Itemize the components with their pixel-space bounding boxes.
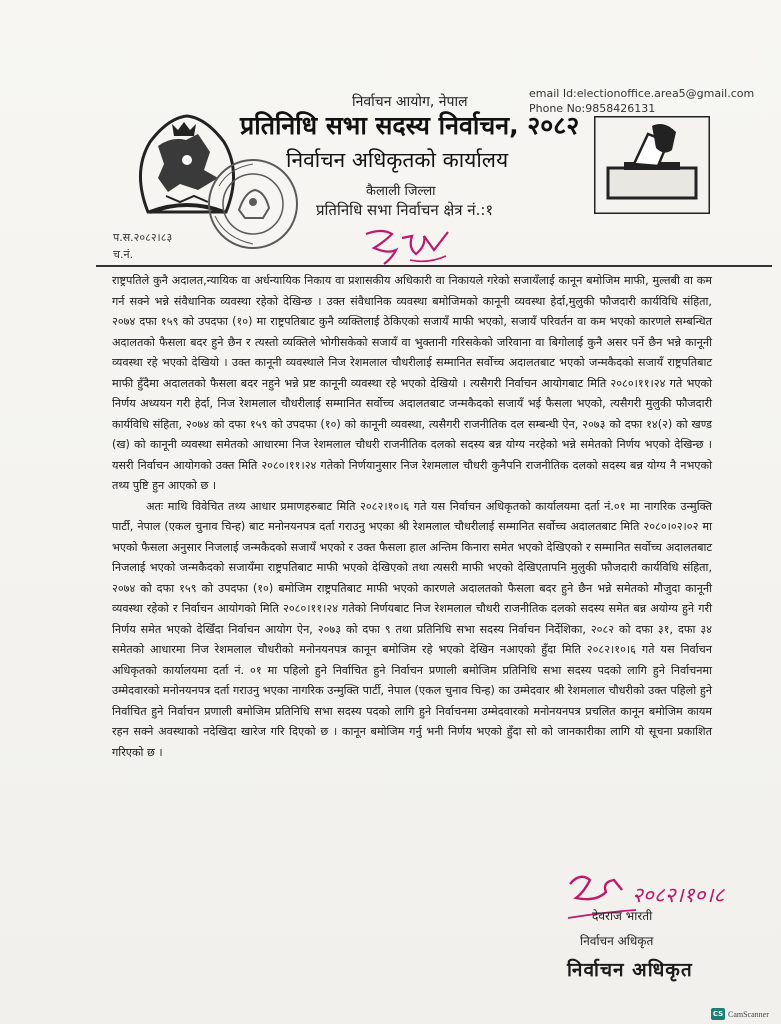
camscanner-label: CamScanner: [728, 1009, 769, 1019]
office-seal-icon: [205, 156, 301, 252]
patra-sankhya: प.स.२०८२।८३: [113, 231, 173, 244]
election-title: प्रतिनिधि सभा सदस्य निर्वाचन, २०८२: [240, 111, 580, 140]
camscanner-logo-icon: CS: [712, 1010, 724, 1018]
reference-block: [113, 229, 172, 263]
notice-paragraph-2: अतः माथि विवेचित तथ्य आधार प्रमाणहरुबाट मिति २०८२।१०।६ गते यस निर्वाचन अधिकृतको कार्यालयमा दर्ता नं.०१ मा नागरिक उन्मुक्ति पार्टी, नेपाल (एकल चुनाव चिन्ह) बाट मनोनयनपत्र दर्ता गराउनु भएका श्री रेशमलाल चौधरीलाई सम्मानित सर्वोच्च अदालतबाट मिति २०८०।०२।०२ मा भएको फैसला अनुसार निजलाई जन्मकैदको सजायँ भएको र उक्त फैसला हाल अन्तिम किनारा समेत भएको देखिएको र सम्मानित सर्वोच्च अदालतबाट निजलाई भएको जन्मकैदको सजायँमा राष्ट्रपतिबाट माफी भएको देखिएको तथा त्यसरी माफी भएको देखिएतापनि मुलुकी फौजदारी कार्यविधि संहिता, २०७४ को दफा १५९ को उपदफा (१०) बमोजिम राष्ट्रपतिबाट माफी भएको कारणले अदालतको फैसला बदर हुने छैन भन्ने समेतको मौजुदा कानूनी व्यवस्था रहेको र निर्वाचन आयोगको मिति २०८०।११।२४ गतेको निर्णयबाट निज रेशमलाल चौधरी राजनीतिक दलको सदस्य समेत बन्न अयोग्य हुने गरी निर्णय समेत भएको देखिँदा निर्वाचन आयोग ऐन, २०७३ को दफा ९ तथा प्रतिनिधि सभा सदस्य निर्वाचन निर्देशिका, २०८२ को दफा ३१, दफा ३४ समेतको आधारमा निज रेशमलाल चौधरीको मनोनयनपत्र कानून बमोजिम रहे भएको देखिन नआएको हुँदा मिति २०८२।१०।६ गते यस निर्वाचन अधिकृतको कार्यालयमा दर्ता नं. ०१ मा पहिलो हुने निर्वाचित हुने निर्वाचन प्रणाली बमोजिम प्रतिनिधि सभा सदस्य पदको लागि हुने निर्वाचनमा उम्मेदवारको मनोनयनपत्र दर्ता गराउनु भएका नागरिक उन्मुक्ति पार्टी, नेपाल (एकल चुनाव चिन्ह) का उम्मेदवार श्री रेशमलाल चौधरीको उक्त पहिलो हुने निर्वाचित हुने निर्वाचन प्रणाली बमोजिम प्रतिनिधि सभा सदस्य पदको लागि हुने निर्वाचनमा उम्मेदवारको मनोनयनपत्र प्रचलित कानून बमोजिम कायम रहन सक्ने अवस्थाको नदेखिदा खारेज गरि दिएको छ । कानून बमोजिम गर्नु भनी निर्णय भएको हुँदा सो को जानकारीका लागि यो सूचना प्रकाशित गरिएको छ ।: [112, 499, 712, 759]
camscanner-watermark: [711, 1008, 769, 1020]
ballot-box-icon: [594, 116, 710, 214]
contact-email: email Id:electionoffice.area5@gmail.com: [529, 87, 755, 100]
notice-body: [112, 271, 712, 763]
notice-paragraph-1: राष्ट्रपतिले कुनै अदालत,न्यायिक वा अर्धन्यायिक निकाय वा प्रशासकीय अधिकारी वा निकायले गरेको सजायँलाई कानून बमोजिम माफी, मुल्तबी वा कम गर्न सक्ने भन्ने संवैधानिक व्यवस्था रहेको देखिन्छ । उक्त संवैधानिक व्यवस्था बमोजिमको कानूनी व्यवस्था हेर्दा,मुलुकी फौजदारी कार्यविधि संहिता, २०७४ दफा १५९ को उपदफा (१०) मा राष्ट्रपतिबाट कुनै व्यक्तिलाई ठेकिएको सजायँ माफी भएको, सजायँ परिवर्तन वा कम भएको कारणले सम्बन्धित अदालतको फैसला बदर हुने छैन र त्यस्तो व्यक्तिले भोगीसकेको सजायँ वा भुक्तानी गरिसकेको जरिवाना वा बिगोलाई कुनै असर पर्ने छैन भन्ने कानूनी व्यवस्था रहे भएको देखियो । उक्त कानूनी व्यवस्थाले निज रेशमलाल चौधरीलाई सम्मानित सर्वोच्च अदालतबाट भएको जन्मकैदको सजायँ राष्ट्रपतिबाट माफी हुँदैमा अदालतको फैसला बदर नहुने भन्ने प्रष्ट कानूनी व्यवस्था रहे भएको देखियो । त्यसैगरी निर्वाचन आयोगबाट मिति २०८०।११।२४ गते भएको निर्णय अध्ययन गरी हेर्दा, निज रेशमलाल चौधरीलाई सम्मानित सर्वोच्च अदालतबाट जन्मकैदको सजायँ भई फैसला भएको, त्यसैगरी मुलुकी फौजदारी कार्यविधि संहिता, २०७४ को दफा १५९ को उपदफा (१०) को कानूनी व्यवस्था, त्यसैगरी राजनीतिक दल सम्बन्धी ऐन, २०७३ को दफा १४(२) को खण्ड (ख) को कानूनी व्यवस्था समेतको आधारमा निज रेशमलाल चौधरी राजनीतिक दलको सदस्य बन्न योग्य नरहेको भन्ने समेतको निर्णय भएको देखिन्छ । यसरी निर्वाचन आयोगको उक्त मिति २०८०।११।२४ गतेको निर्णयानुसार निज रेशमलाल चौधरी कुनैपनि राजनीतिक दलको सदस्य बन्न योग्य नै नभएको तथ्य पुष्टि हुन आएको छ ।: [112, 274, 712, 492]
signer-title: निर्वाचन अधिकृत: [580, 934, 654, 948]
district-name: कैलाली जिल्ला: [366, 184, 436, 199]
contact-info: [529, 86, 754, 116]
office-name: निर्वाचन अधिकृतको कार्यालय: [286, 148, 509, 172]
signature-date: २०८२।१०।८: [632, 883, 725, 907]
signer-name: देवराज भारती: [592, 909, 653, 923]
commission-name: निर्वाचन आयोग, नेपाल: [352, 94, 468, 110]
header-divider: [96, 265, 772, 267]
chalani-number: च.नं.: [113, 248, 134, 261]
designation-stamp: निर्वाचन अधिकृत: [567, 959, 693, 981]
constituency-label: प्रतिनिधि सभा निर्वाचन क्षेत्र नं.:१: [316, 201, 494, 219]
contact-phone: Phone No:9858426131: [529, 102, 656, 115]
